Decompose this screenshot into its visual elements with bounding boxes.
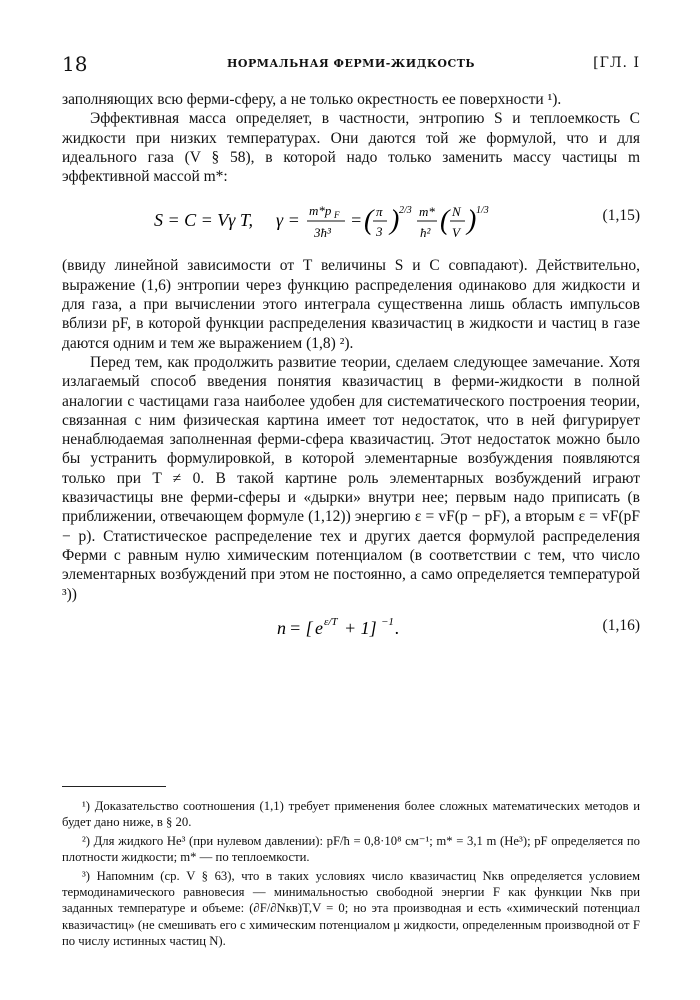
svg-text:n: n xyxy=(277,617,286,638)
svg-text:): ) xyxy=(467,205,477,237)
chapter-reference: [ГЛ. I xyxy=(593,55,640,71)
equation-number: (1,16) xyxy=(602,616,640,634)
paragraph-effective-mass: Эффективная масса определяет, в частности, энтропию S и теплоемкость C жидкости при низких температурах. Они даются той же формулой, что и для идеального газа (V § 58), в которой надо только заменить массу частицы m эффективной массой m*: xyxy=(62,110,640,186)
svg-text:.: . xyxy=(395,617,400,638)
footnotes xyxy=(62,798,640,952)
paragraph-entropy: (ввиду линейной зависимости от T величины S и C совпадают). Действительно, выражение (1,6) энтропии через функцию распределения одинаково для жидкости и для газа, а при вычислении этого интеграла существенна лишь область импульсов вблизи pF, в которой функции распределения квазичастиц в жидкости и частиц в газе даются одним и тем же выражением (1,8) ²). xyxy=(62,257,640,352)
equation-1-16-expression xyxy=(277,614,437,646)
paragraph-continuation: заполняющих всю ферми-сферу, а не только окрестность ее поверхности ¹). xyxy=(62,91,562,108)
equation-number: (1,15) xyxy=(602,207,640,225)
svg-text:e: e xyxy=(315,617,323,638)
main-text xyxy=(62,90,640,654)
svg-text:N: N xyxy=(452,204,461,220)
svg-text:ħ²: ħ² xyxy=(420,225,431,241)
footnote-1: ¹) Доказательство соотношения (1,1) требует применения более сложных математических методов и будет дано ниже, в § 20. xyxy=(62,799,640,830)
svg-text:): ) xyxy=(390,205,400,237)
footnote-3: ³) Напомним (ср. V § 63), что в таких условиях число квазичастиц Nкв определяется условием термодинамического равновесия — минимальностью свободной энергии F как функции Nкв при заданных температуре и объеме: (∂F/∂Nкв)T,V = 0; но эта производная и есть «химический потенциал квазичастиц» (не смешивать его с химическим потенциалом μ жидкости, определенным производной от F по числу истинных частиц N). xyxy=(62,868,640,949)
svg-text:−1: −1 xyxy=(381,615,394,628)
footnote-2: ²) Для жидкого He³ (при нулевом давлении): pF/ħ = 0,8·10⁸ см⁻¹; m* = 3,1 m (He³); pF определяется по плотности жидкости; m* — по теплоемкости. xyxy=(62,833,640,865)
svg-text:m*: m* xyxy=(419,204,435,220)
svg-text:+ 1]: + 1] xyxy=(344,617,377,638)
page-header xyxy=(62,52,640,76)
equation-1-15 xyxy=(62,190,640,250)
svg-text:(: ( xyxy=(364,205,374,237)
page-number: 18 xyxy=(62,52,88,76)
svg-text:π: π xyxy=(376,204,383,220)
svg-text:F: F xyxy=(334,210,340,221)
paragraph-quasiparticles: Перед тем, как продолжить развитие теории, сделаем следующее замечание. Хотя излагаемый способ введения понятия квазичастиц в ферми-жидкости в полной аналогии с частицами газа наиболее удобен для систематического построения теории, связанная с ним физическая картина имеет тот недостаток, что в ней фигурирует ненаблюдаемая заполненная ферми-сфера квазичастиц. Этот недостаток можно было бы устранить формулировкой, в которой элементарные возбуждения появляются только при T ≠ 0. В такой картине роль элементарных возбуждений играют квазичастицы вне ферми-сферы и «дырки» внутри нее; первым надо приписать (в приближении, отвечающем формуле (1,12)) энергию ε = vF(p − pF), а вторым ε = vF(pF − p). Статистическое распределение тех и других дается формулой распределения Ферми с равным нулю химическим потенциалом (в соответствии с тем, что число элементарных возбуждений при этом не постоянно, а само определяется температурой ³)) xyxy=(62,353,640,603)
svg-text:3: 3 xyxy=(376,224,383,240)
equation-1-16-svg xyxy=(277,614,437,642)
svg-text:3ħ³: 3ħ³ xyxy=(314,225,331,241)
equation-1-16 xyxy=(62,608,640,644)
svg-text:2/3: 2/3 xyxy=(399,205,412,217)
equation-1-15-svg xyxy=(154,202,514,242)
svg-text:=: = xyxy=(350,210,363,231)
svg-text:m*p: m*p xyxy=(309,203,332,219)
svg-text:V: V xyxy=(452,225,460,241)
footnote-divider xyxy=(62,786,166,787)
svg-text:1/3: 1/3 xyxy=(476,205,489,217)
svg-text:= [: = [ xyxy=(289,617,313,638)
running-title: НОРМАЛЬНАЯ ФЕРМИ-ЖИДКОСТЬ xyxy=(226,57,475,70)
svg-text:γ =: γ = xyxy=(276,210,300,231)
svg-text:ε/T: ε/T xyxy=(324,615,338,628)
svg-text:(: ( xyxy=(440,205,450,237)
svg-text:S = C = Vγ T,: S = C = Vγ T, xyxy=(154,210,254,231)
equation-1-15-expression xyxy=(154,202,514,246)
